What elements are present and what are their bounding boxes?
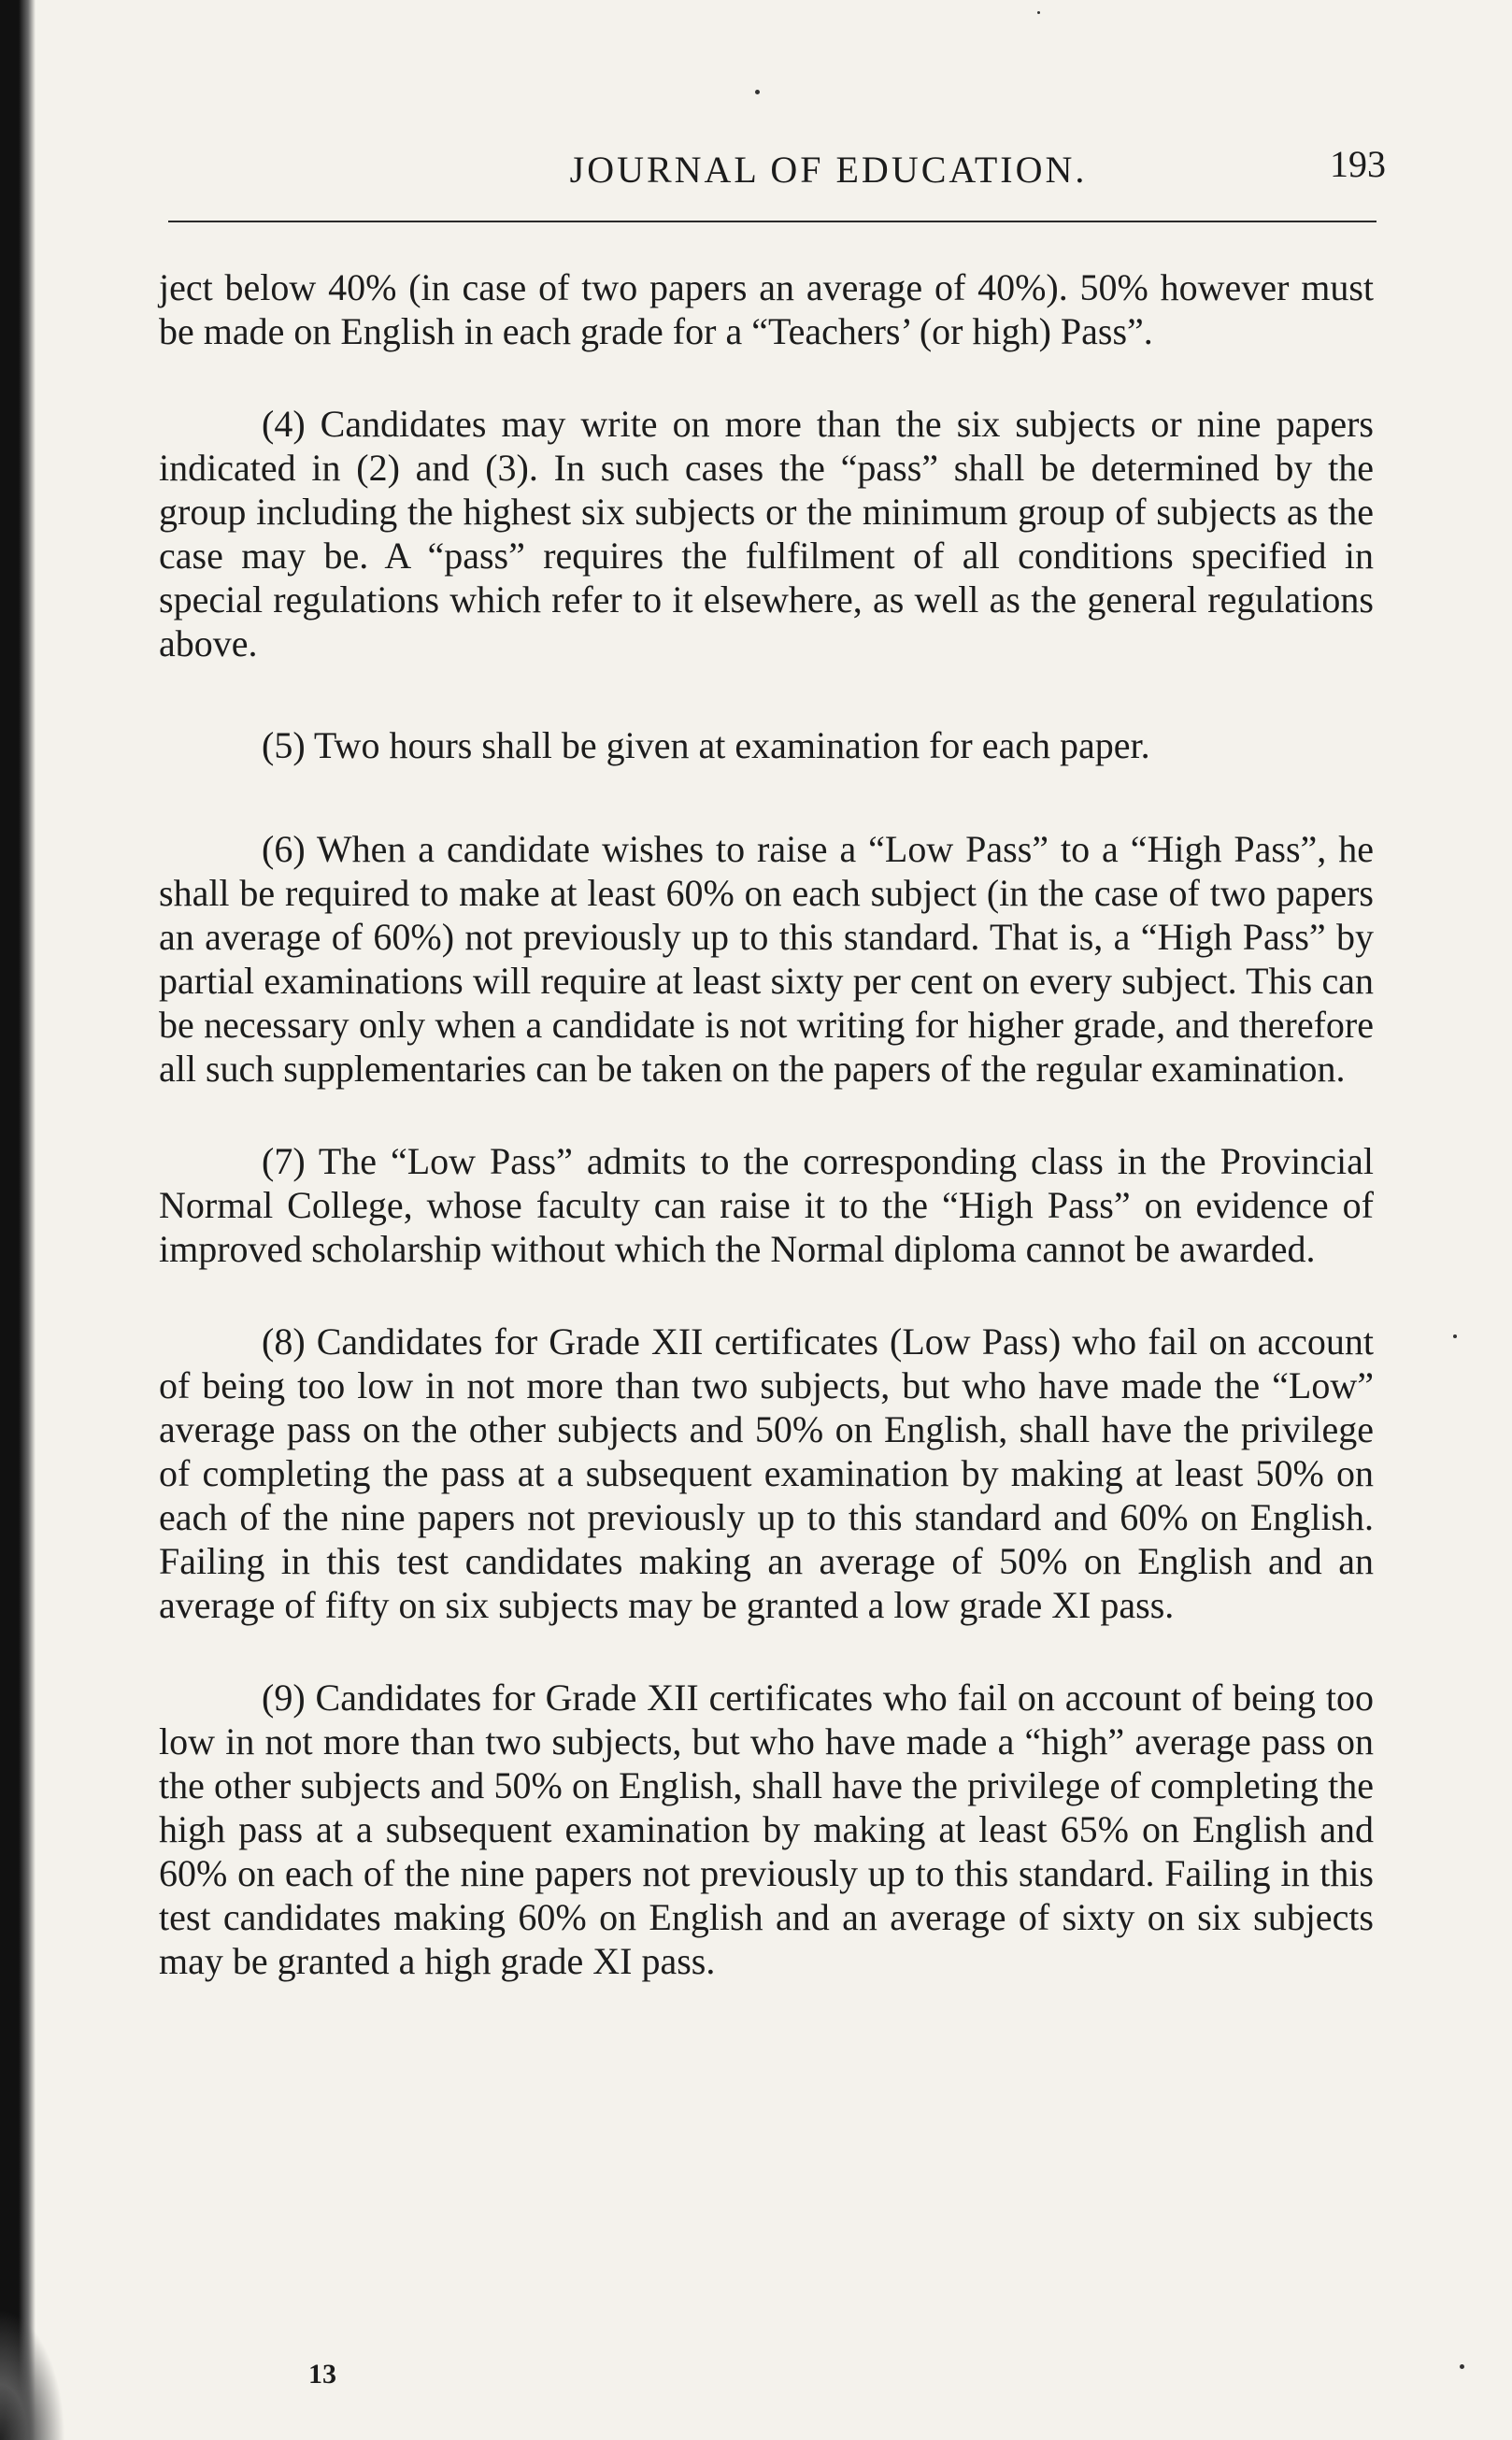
running-head: JOURNAL OF EDUCATION. [569, 149, 1088, 191]
paragraph-5: (5) Two hours shall be given at examination for each paper. [262, 724, 1150, 766]
speck [1460, 2364, 1464, 2369]
speck [1453, 1334, 1457, 1338]
page-number: 193 [1330, 143, 1386, 185]
paragraph-8: (8) Candidates for Grade XII certificates (Low Pass) who fail on account of being too low in not more than two subjects, but who have made the “Low” average pass on the other subjects and 50% on English, shall have the privilege of completing the pass at a subsequent examination by making at least 50% on each of the nine papers not previously up to this standard and 60% on English. Failing in this test candidates making an average of 50% on English and an average of fifty on six subjects may be granted a low grade XI pass. [159, 1320, 1374, 1626]
signature-mark: 13 [308, 2359, 336, 2390]
binding-shadow [0, 0, 36, 2440]
paragraph-6: (6) When a candidate wishes to raise a “Low Pass” to a “High Pass”, he shall be required to make at least 60% on each subject (in the case of two papers an average of 60%) not previously up to this standard. That is, a “High Pass” by partial examinations will require at least sixty per cent on every subject. This can be necessary only when a candidate is not writing for higher grade, and therefore all such supplementaries can be taken on the papers of the regular examination. [159, 828, 1374, 1090]
text-body [159, 265, 1374, 2032]
binding-shadow-corner [0, 2309, 65, 2440]
paragraph-9: (9) Candidates for Grade XII certificates who fail on account of being too low in not more than two subjects, but who have made a “high” average pass on the other subjects and 50% on English, shall have the privilege of completing the high pass at a subsequent examination by making at least 65% on English and 60% on each of the nine papers not previously up to this standard. Failing in this test candidates making 60% on English and an average of sixty on six subjects may be granted a high grade XI pass. [159, 1677, 1374, 1982]
page-header [168, 140, 1386, 206]
speck [755, 90, 760, 94]
header-rule [168, 221, 1376, 222]
paragraph-4: (4) Candidates may write on more than the six subjects or nine papers indicated in (2) and (3). In such cases the “pass” shall be determined by the group including the highest six subjects or the minimum group of subjects as the case may be. A “pass” requires the fulfilment of all conditions specified in special regulations which refer to it elsewhere, as well as the general regulations above. [159, 403, 1374, 664]
speck [1037, 11, 1040, 14]
paragraph-continued: ject below 40% (in case of two papers an average of 40%). 50% however must be made on English in each grade for a “Teachers’ (or high) Pass”. [159, 266, 1374, 352]
paragraph-7: (7) The “Low Pass” admits to the corresponding class in the Provincial Normal College, whose faculty can raise it to the “High Pass” on evidence of improved scholarship without which the Normal diploma cannot be awarded. [159, 1140, 1374, 1270]
